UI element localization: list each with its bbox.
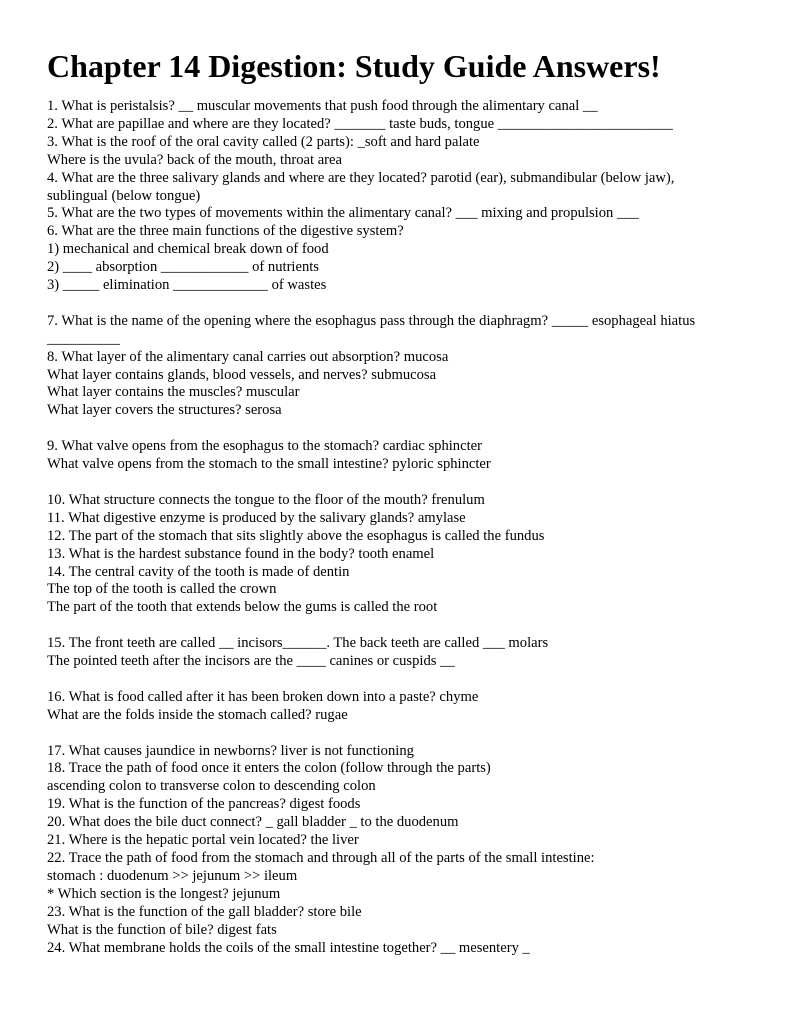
text-line: The top of the tooth is called the crown [47,581,277,598]
text-line: 4. What are the three salivary glands and where are they located? parotid (ear), submandibular (below jaw), [47,169,675,186]
text-line: sublingual (below tongue) [47,187,201,204]
text-line: Where is the uvula? back of the mouth, throat area [47,151,342,168]
text-line: 13. What is the hardest substance found in the body? tooth enamel [47,545,435,562]
text-line: 2. What are papillae and where are they located? _______ taste buds, tongue ________________________ [47,115,673,132]
text-line: 11. What digestive enzyme is produced by the salivary glands? amylase [47,509,466,526]
text-line: 21. Where is the hepatic portal vein located? the liver [47,832,359,849]
text-line: __________ [47,330,120,347]
text-line: What layer contains the muscles? muscular [47,384,300,401]
text-line: 1. What is peristalsis? __ muscular movements that push food through the alimentary canal __ [47,98,598,114]
text-line: stomach : duodenum >> jejunum >> ileum [47,867,298,884]
text-line: 23. What is the function of the gall bladder? store bile [47,903,362,920]
text-line: What are the folds inside the stomach called? rugae [47,706,348,723]
text-line: 15. The front teeth are called __ incisors______. The back teeth are called ___ molars [47,635,549,652]
text-line: The pointed teeth after the incisors are the ____ canines or cuspids __ [47,653,455,670]
blank-line [47,474,767,492]
text-line: 3. What is the roof of the oral cavity called (2 parts): _soft and hard palate [47,133,480,150]
text-line: ascending colon to transverse colon to descending colon [47,778,376,795]
text-line: 17. What causes jaundice in newborns? liver is not functioning [47,742,414,759]
text-line: What valve opens from the stomach to the small intestine? pyloric sphincter [47,456,491,473]
text-line: The part of the tooth that extends below the gums is called the root [47,599,438,616]
text-line: 20. What does the bile duct connect? _ gall bladder _ to the duodenum [47,814,459,831]
text-line: 14. The central cavity of the tooth is made of dentin [47,563,350,580]
text-line: What layer covers the structures? serosa [47,402,282,419]
text-line: 9. What valve opens from the esophagus to the stomach? cardiac sphincter [47,438,482,455]
text-line: 16. What is food called after it has been broken down into a paste? chyme [47,688,479,705]
blank-line [47,420,767,438]
text-line: 7. What is the name of the opening where the esophagus pass through the diaphragm? _____ esophageal hiatus [47,312,696,329]
document-body [47,98,767,957]
blank-line [47,617,767,635]
text-line: 24. What membrane holds the coils of the small intestine together? __ mesentery _ [47,939,530,956]
text-line: What is the function of bile? digest fats [47,921,277,938]
text-line: 8. What layer of the alimentary canal carries out absorption? mucosa [47,348,449,365]
blank-line [47,671,767,689]
text-line: 5. What are the two types of movements within the alimentary canal? ___ mixing and propulsion ___ [47,205,639,222]
blank-line [47,725,767,743]
text-line: 22. Trace the path of food from the stomach and through all of the parts of the small intestine: [47,849,595,866]
text-line: What layer contains glands, blood vessels, and nerves? submucosa [47,366,437,383]
text-line: 2) ____ absorption ____________ of nutrients [47,259,319,276]
text-line: 3) _____ elimination _____________ of wastes [47,277,327,294]
text-line: 19. What is the function of the pancreas? digest foods [47,796,361,813]
text-line: 1) mechanical and chemical break down of food [47,241,329,258]
document-page [47,46,767,957]
blank-line [47,295,767,313]
text-line: 12. The part of the stomach that sits slightly above the esophagus is called the fundus [47,527,545,544]
text-line: 10. What structure connects the tongue to the floor of the mouth? frenulum [47,491,485,508]
page-title: Chapter 14 Digestion: Study Guide Answers! [47,48,661,84]
text-line: 6. What are the three main functions of the digestive system? [47,223,404,240]
text-line: * Which section is the longest? jejunum [47,885,281,902]
text-line: 18. Trace the path of food once it enters the colon (follow through the parts) [47,760,491,777]
